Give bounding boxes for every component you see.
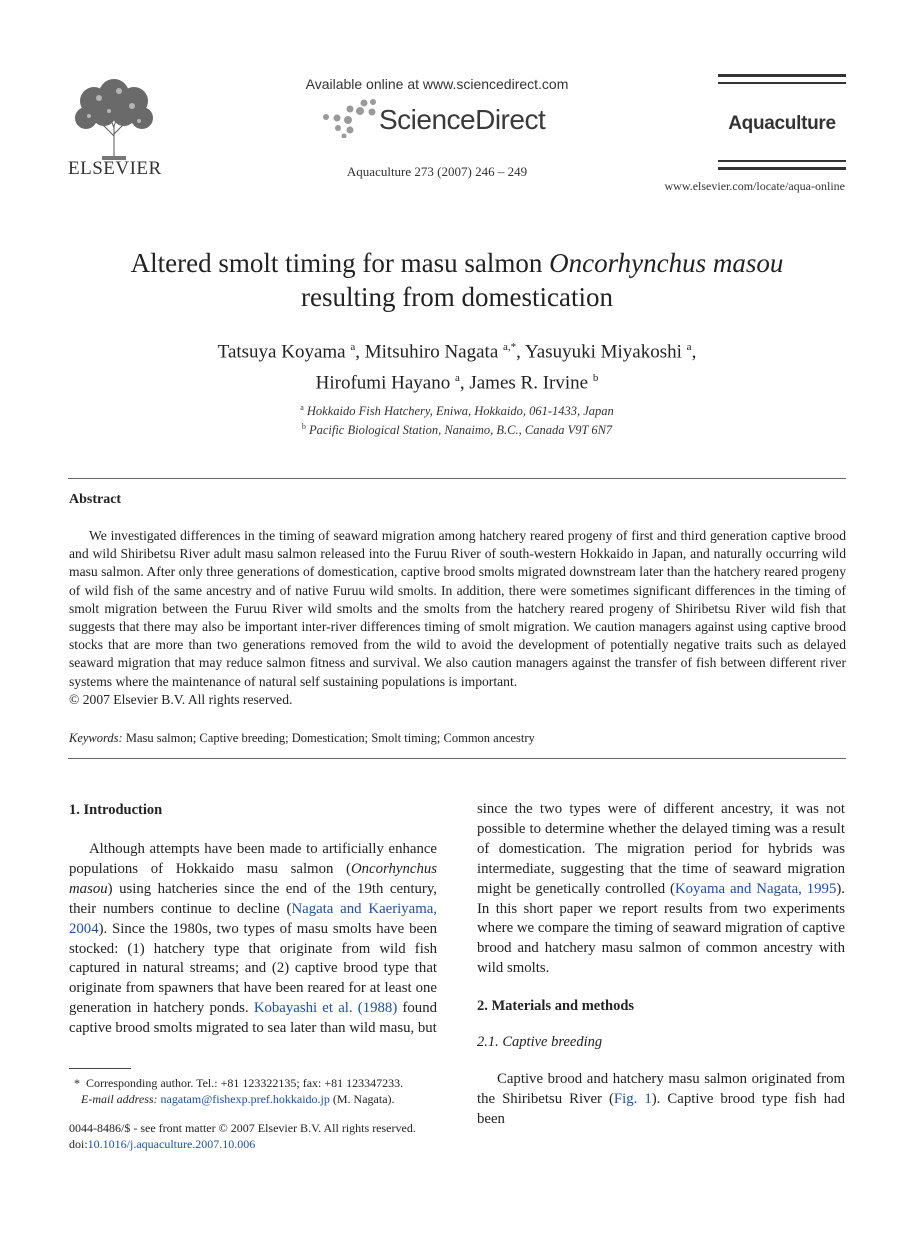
author-list: Tatsuya Koyama $^a$, Mitsuhiro Nagata $^{a,*}$, Yasuyuki Miyakoshi $^a$, Hirofumi Hayano $^a$, James R. Irvine $^b$ bbox=[217, 341, 697, 394]
reference-link[interactable]: Kobayashi et al. (1988) bbox=[253, 1000, 398, 1017]
abstract-text: We investigated differences in the timing of seaward migration among hatchery reared progeny of first and third generation captive brood and wild Shiribetsu River adult masu salmon released into the Furuu River of south-western Hokkaido in Japan, and naturally occurring wild masu salmon. After only three generations of domestication, captive brood smolts migrated downstream later than the hatchery reared progeny of wild fish of the same ancestry and of native Furuu wild smolts. In addition, there were sometimes significant differences in the timing of smolt migration between the Furuu River wild smolts and the smolts from the hatchery reared progeny of Shiribetsu River wild fish that suggests that there may also be important inter-river differences timing of smolt migration. We caution managers against using captive brood stocks that are more than two generations removed from the wild to avoid the development of potentially negative traits such as delayed seaward migration that may reduce salmon fitness and survival. We also caution managers against the transfer of fish between different river systems where the maintenance of natural self sustaining populations is important. bbox=[69, 528, 846, 689]
introduction-continued-text: since the two types were of different ancestry, it was not possible to determine whether the delayed timing was a result of domestication. The migration period for hybrids was intermediate, suggesting that the time of seaward migration might be genetically controlled (Koyama and Nagata, 1995). In this short paper we report results from two experiments where we compare the timing of seaward migration of captive brood and hatchery masu salmon of common ancestry with wild smolts. bbox=[477, 801, 845, 977]
introduction-text: Although attempts have been made to artificially enhance populations of Hokkaido masu salmon (Oncorhynchus masou) using hatcheries since the end of the 19th century, their numbers continue to decline (Nagata and Kaeriyama, 2004). Since the 1980s, two types of masu smolts have been stocked: (1) hatchery type that originate from wild fish captured in natural streams; and (2) captive brood type that originate from spawners that have been reared for at least one generation in hatchery ponds. Kobayashi et al. (1988) found captive brood smolts migrated to sea later than wild masu, but bbox=[69, 841, 437, 1037]
publisher-name: ELSEVIER bbox=[68, 158, 162, 179]
journal-citation: Aquaculture 273 (2007) 246 – 249 bbox=[346, 164, 528, 179]
footnote-divider bbox=[69, 1068, 131, 1069]
author-name: Tatsuya Koyama bbox=[217, 341, 346, 363]
journal-url[interactable]: www.elsevier.com/locate/aqua-online bbox=[664, 179, 845, 193]
abstract-heading: Abstract bbox=[69, 492, 122, 507]
keywords: Keywords: Masu salmon; Captive breeding; Domestication; Smolt timing; Common ancestry bbox=[69, 731, 535, 745]
author-name: Hirofumi Hayano bbox=[315, 372, 451, 394]
article-title: Altered smolt timing for masu salmon Oncorhynchus masou resulting from domestication bbox=[130, 248, 784, 312]
affiliation-a: $^a$ Hokkaido Fish Hatchery, Eniwa, Hokkaido, 061-1433, Japan bbox=[300, 403, 614, 419]
author-name: James R. Irvine bbox=[469, 372, 589, 394]
front-matter-footnote: 0044-8486/$ - see front matter © 2007 Elsevier B.V. All rights reserved. doi:10.1016/j.aquaculture.2007.10.006 bbox=[69, 1121, 416, 1151]
doi-link[interactable]: 10.1016/j.aquaculture.2007.10.006 bbox=[87, 1137, 256, 1151]
email-link[interactable]: nagatam@fishexp.pref.hokkaido.jp bbox=[160, 1092, 330, 1106]
divider bbox=[68, 478, 846, 479]
journal-name: Aquaculture bbox=[728, 113, 836, 134]
figure-link[interactable]: Fig. 1 bbox=[613, 1090, 652, 1107]
sciencedirect-logo: ScienceDirect bbox=[379, 104, 546, 135]
methods-text: Captive brood and hatchery masu salmon originated from the Shiribetsu River (Fig. 1). Captive brood type fish had been bbox=[477, 1071, 845, 1127]
reference-link[interactable]: Koyama and Nagata, 1995 bbox=[674, 880, 837, 897]
author-name: Yasuyuki Miyakoshi bbox=[524, 341, 682, 363]
author-name: Mitsuhiro Nagata bbox=[364, 341, 499, 363]
section-heading-introduction: 1. Introduction bbox=[69, 802, 163, 818]
available-online-text: Available online at www.sciencedirect.com bbox=[305, 76, 569, 92]
journal-rules-bottom bbox=[718, 160, 846, 175]
abstract-copyright: © 2007 Elsevier B.V. All rights reserved. bbox=[69, 692, 293, 707]
journal-rules-top bbox=[718, 74, 846, 84]
corresponding-author-footnote: * Corresponding author. Tel.: +81 123322135; fax: +81 123347233. E-mail address: nagatam@fishexp.pref.hokkaido.jp (M. Nagata). bbox=[74, 1076, 404, 1106]
divider bbox=[68, 758, 846, 759]
section-heading-methods: 2. Materials and methods bbox=[477, 998, 635, 1014]
affiliations bbox=[60, 400, 854, 438]
subsection-heading-captive-breeding: 2.1. Captive breeding bbox=[477, 1034, 603, 1050]
reference-link[interactable]: Nagata and Kaeriyama, 2004 bbox=[69, 900, 437, 937]
affiliation-b: $^b$ Pacific Biological Station, Nanaimo, B.C., Canada V9T 6N7 bbox=[301, 422, 613, 438]
sciencedirect-dots-icon bbox=[320, 98, 382, 138]
